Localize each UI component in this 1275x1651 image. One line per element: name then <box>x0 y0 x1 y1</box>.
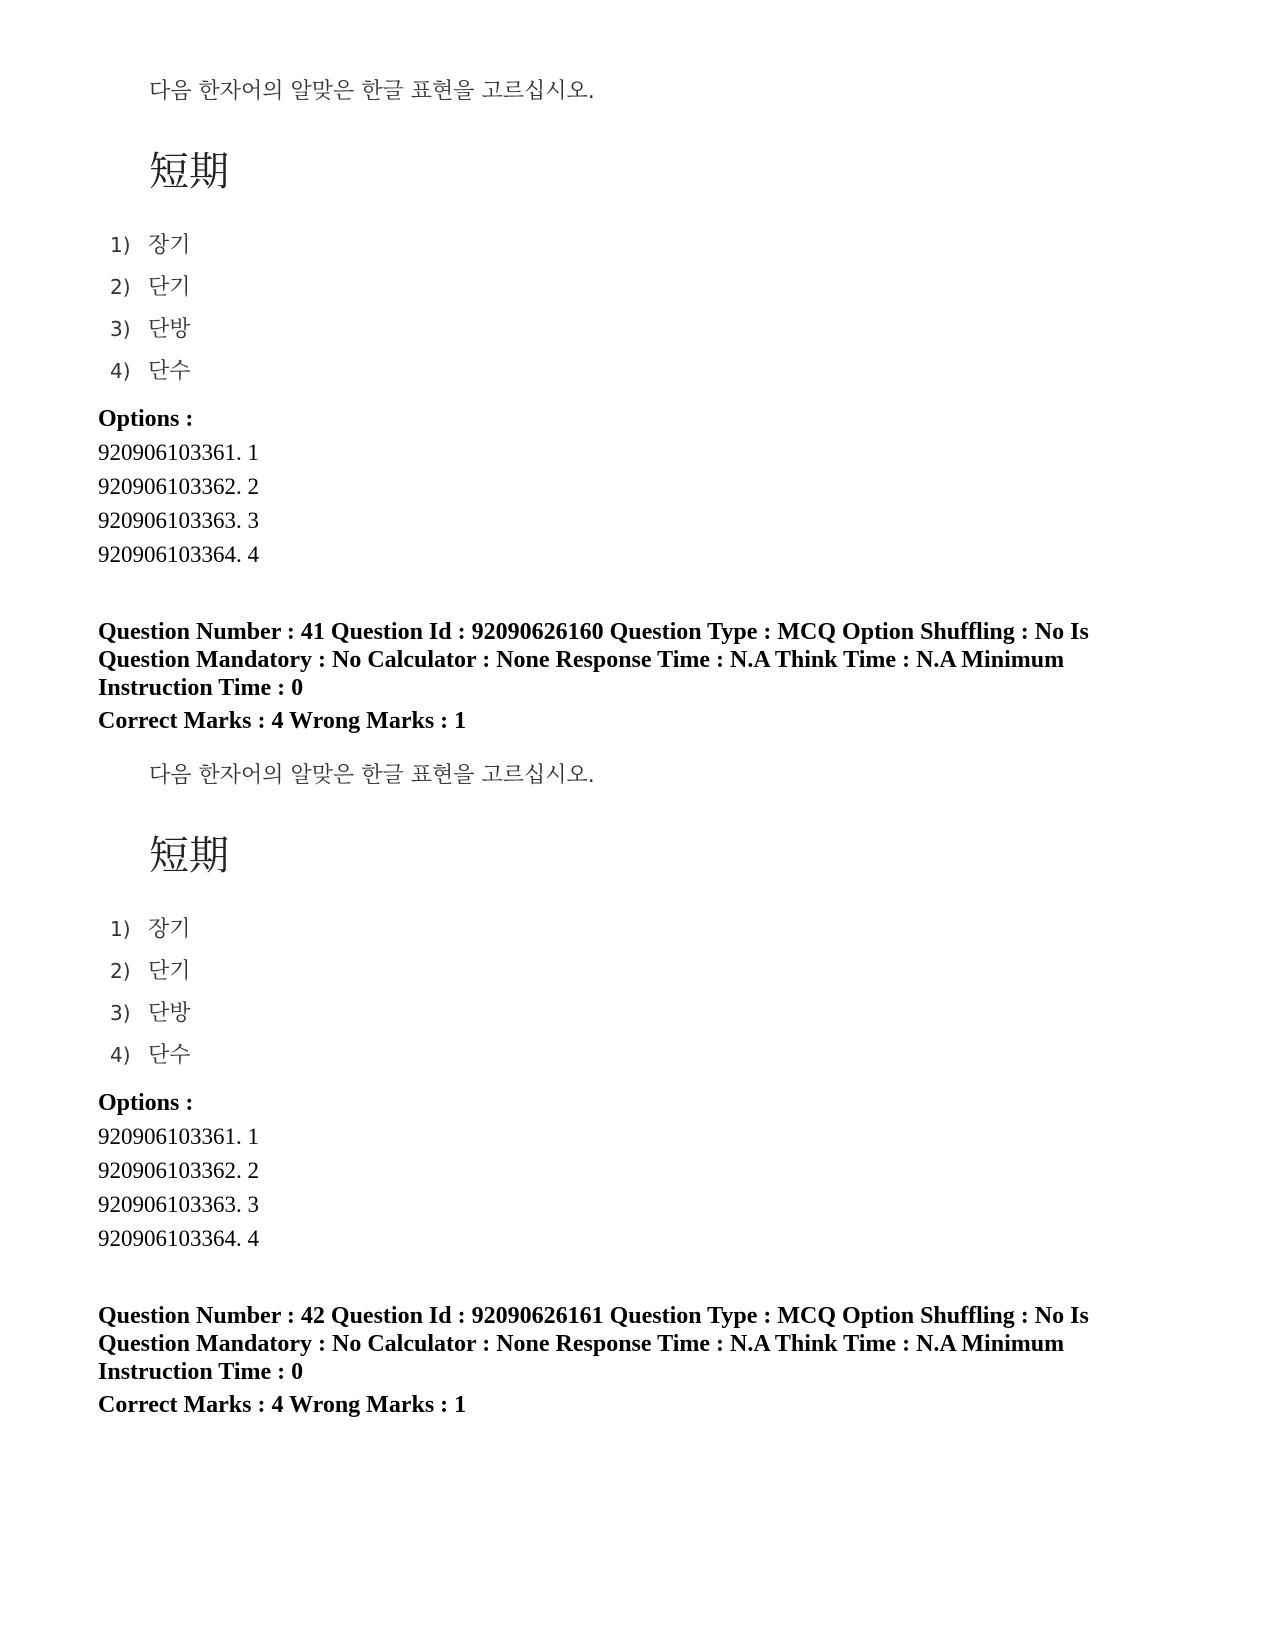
choice-text: 단수 <box>148 359 191 384</box>
options-heading: Options : <box>98 1090 194 1116</box>
choice-number: 2) <box>110 275 131 299</box>
choice-number: 3) <box>110 1001 131 1025</box>
question-marks: Correct Marks : 4 Wrong Marks : 1 <box>98 1392 467 1418</box>
choice-number: 1) <box>110 917 131 941</box>
choice-item <box>110 954 191 985</box>
choice-text: 단방 <box>148 1001 191 1026</box>
choice-item <box>110 228 191 259</box>
question-prompt: 다음 한자어의 알맞은 한글 표현을 고르십시오. <box>149 79 595 104</box>
option-line: 920906103363. 3 <box>98 508 259 533</box>
hanja-term: 短期 <box>149 149 229 195</box>
choice-text: 장기 <box>148 233 191 258</box>
option-line: 920906103362. 2 <box>98 474 259 499</box>
option-line: 920906103363. 3 <box>98 1192 259 1217</box>
choice-item <box>110 354 191 385</box>
option-line: 920906103364. 4 <box>98 542 259 567</box>
hanja-term: 短期 <box>149 833 229 879</box>
option-line: 920906103361. 1 <box>98 1124 259 1149</box>
options-heading: Options : <box>98 406 194 432</box>
choice-text: 단기 <box>148 275 191 300</box>
choice-text: 단기 <box>148 959 191 984</box>
choice-text: 장기 <box>148 917 191 942</box>
choice-item <box>110 270 191 301</box>
choice-item <box>110 996 191 1027</box>
option-line: 920906103364. 4 <box>98 1226 259 1251</box>
choice-text: 단수 <box>148 1043 191 1068</box>
choice-text: 단방 <box>148 317 191 342</box>
choice-number: 2) <box>110 959 131 983</box>
question-prompt: 다음 한자어의 알맞은 한글 표현을 고르십시오. <box>149 763 595 788</box>
choice-number: 4) <box>110 359 131 383</box>
choice-item <box>110 312 191 343</box>
choice-item <box>110 912 191 943</box>
option-line: 920906103362. 2 <box>98 1158 259 1183</box>
choice-number: 3) <box>110 317 131 341</box>
question-marks: Correct Marks : 4 Wrong Marks : 1 <box>98 708 467 734</box>
choice-number: 1) <box>110 233 131 257</box>
choice-item <box>110 1038 191 1069</box>
question-header: Question Number : 41 Question Id : 92090626160 Question Type : MCQ Option Shuffling : No Is Question Mandatory : No Calculator : None Response Time : N.A Think Time : N.A Minimum Instruction Time : 0 <box>98 619 1089 701</box>
question-header: Question Number : 42 Question Id : 92090626161 Question Type : MCQ Option Shuffling : No Is Question Mandatory : No Calculator : None Response Time : N.A Think Time : N.A Minimum Instruction Time : 0 <box>98 1303 1089 1385</box>
choice-number: 4) <box>110 1043 131 1067</box>
option-line: 920906103361. 1 <box>98 440 259 465</box>
